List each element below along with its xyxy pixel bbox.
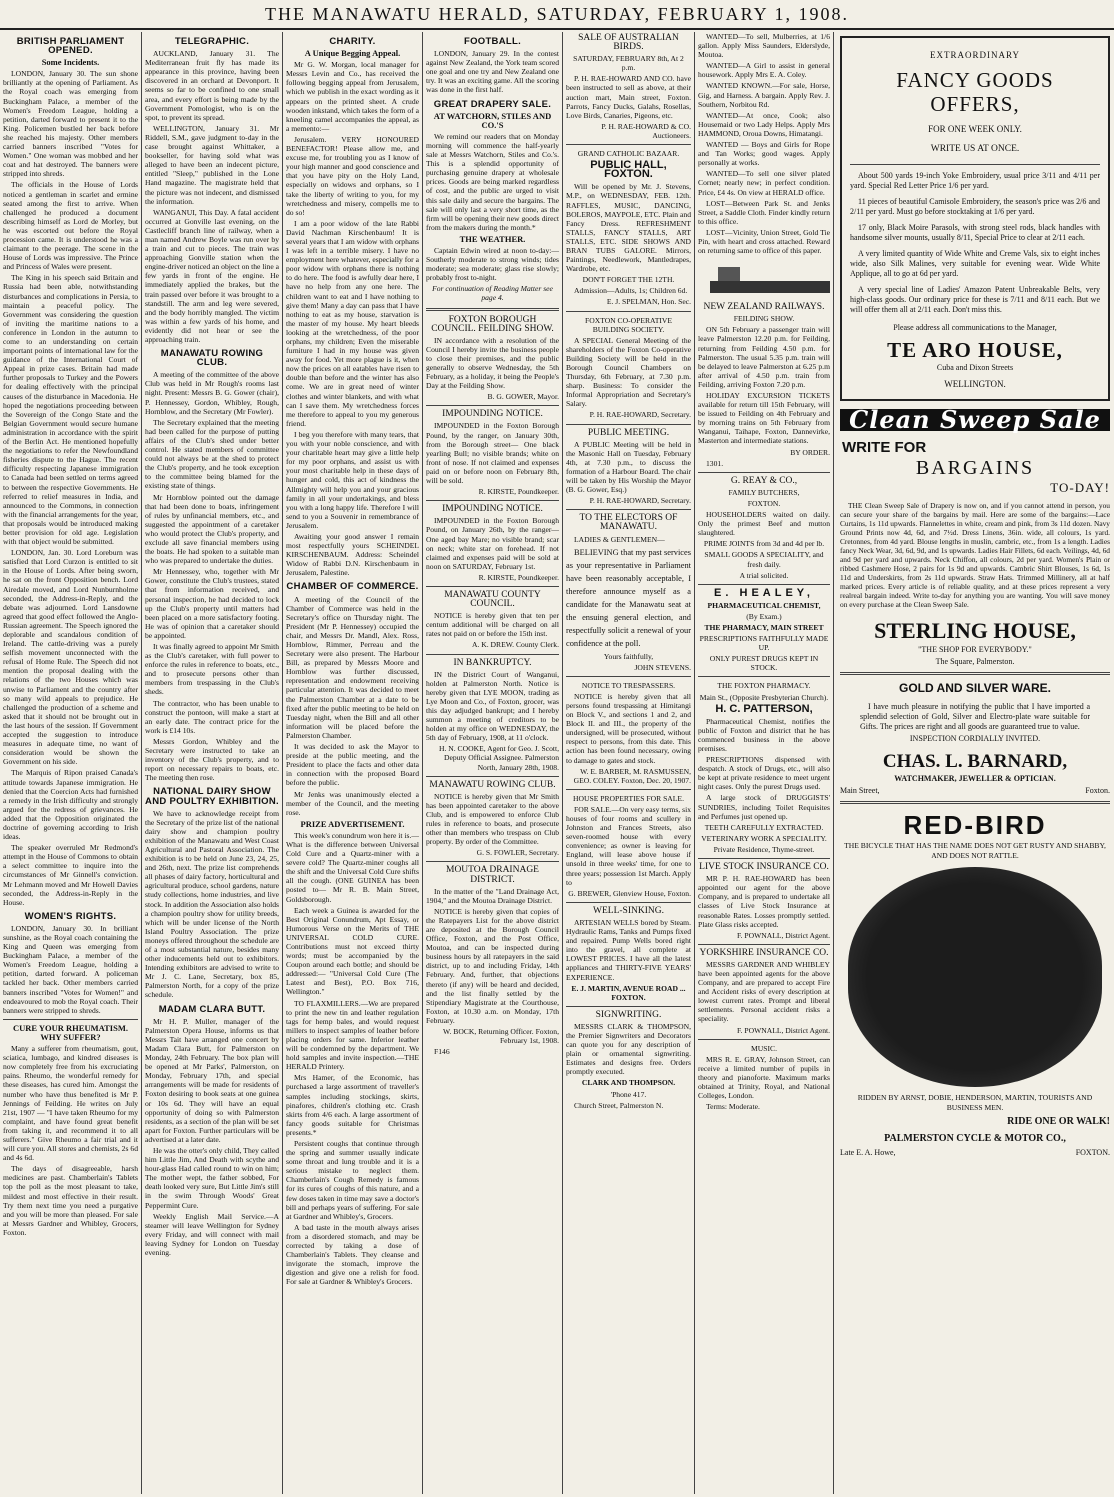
ad-text: I have much pleasure in notifying the public that I have imported a splendid selection of Gold, Silver and Electro-plate ware suitable for Gifts. The prices are right and all goods are guaranteed true to value.	[860, 702, 1090, 731]
article-subheadline: AT WATCHORN, STILES AND CO.'S	[433, 110, 552, 130]
article-paragraph: Mr Hennessey, who, together with Mr Gower, constitute the Club's trustees, stated that from information received, and personal inspection, he had decided to lock up the Club's property until matters had been placed on a more satisfactory footing. He was of opinion that a caretaker should be appointed.	[145, 567, 279, 640]
ad-text: P. H. RAE-HOWARD AND CO. have been instructed to sell as above, at their auction mart, Main street, Foxton. Parrots, Fancy Ducks, Galahs, Rosellas, Love Birds, Canaries, Pigeons, etc.	[566, 74, 691, 120]
ad-text: ARTESIAN WELLS bored by Steam. Hydraulic Rams, Tanks and Pumps fixed and repaired. Pump Wells bored right into the gravel, all complete at LOWEST PRICES. I have all the latest appliances and THIRTY-FIVE YEARS' EXPERIENCE.	[566, 917, 691, 982]
ad-store-name: PALMERSTON CYCLE & MOTOR CO.,	[884, 1133, 1066, 1144]
ad-subheadline: FAMILY BUTCHERS,	[728, 487, 800, 497]
ad-text: PRIME JOINTS from 3d and 4d per lb.	[703, 539, 825, 549]
classified-ad: WANTED—At once, Cook; also Housemaid or two Lady Helps. Apply Mrs HAMMOND, Oroua Downs, Himatangi.	[698, 110, 830, 138]
verse: He was the otter's only child, They called him Little Jim, And Death with scythe and hour-glass Had called round to win on him; The mother wept, the father sobbed, For death looked very sure, But Little Jim's still in the swim Through Woods' Great Peppermint Cure.	[145, 1145, 279, 1210]
notice-headline: MANAWATU ROWING CLUB.	[429, 779, 556, 790]
ad-text: TEETH CAREFULLY EXTRACTED.	[704, 822, 824, 832]
article-headline: NATIONAL DAIRY SHOW AND POULTRY EXHIBITION.	[145, 786, 279, 807]
article-paragraph: LONDON, Jan. 30. Lord Loreburn was satisfied that Lord Curzon is entitled to sit in the House of Lords. After being sworn, he sat on the front Opposition bench. Lord Airedale moved, and Lord Nunburnholme seconded, the Address-in-Reply, and the debate was adjourned. Lord Lansdowne agreed that good effect followed the Anglo-Russian agreement. The Speech ignored the deplorable and scandalous condition of Ireland. The cattle-driving was a purely selfish movement unconnected with the refusal of Home Rule. The Speech did not mention the proposal dealing with the relations of the two Houses which was unwise to Parliament and the country after so many wild appeals to prejudice. He challenged the production of a scheme and asked that it should not be brought out in the last hours of the session. If Government accepted the suggestion to introduce measures in adequate time, no want of consideration would be shown the Government on his side.	[3, 548, 138, 767]
ad-headline: LIVE STOCK INSURANCE CO.	[699, 862, 829, 873]
divider	[698, 584, 830, 585]
divider	[698, 472, 830, 473]
column-2	[142, 32, 282, 1492]
article-paragraph: Captain Edwin wired at noon to-day:—Southerly moderate to strong winds; tides moderate; sea moderate; glass rise slowly; probably frost to-night.	[426, 245, 559, 283]
ad-headline: FOXTON CO-OPERATIVE BUILDING SOCIETY.	[585, 315, 672, 334]
ad-city: Foxton.	[1085, 786, 1110, 795]
ad-subheadline: FOR ONE WEEK ONLY.	[928, 124, 1022, 134]
article-headline: FOOTBALL.	[463, 36, 522, 47]
ad-text: A PUBLIC Meeting will be held in the Masonic Hall on Tuesday, February 4th, at 7.30 p.m., to discuss the formation of a Harbour Board. The chair will be taken by His Worship the Mayor (B. G. Gower, Esq.)	[566, 439, 691, 495]
article-paragraph: AUCKLAND, January 31. The Mediterranean fruit fly has made its appearance in this province, having been discovered in an orchard at Devonport. It seems so far to be confined to one small area, and every effort is being made by the Government Pomologist, who is on the spot, to prevent its spread.	[145, 49, 279, 122]
article-headline: MADAM CLARA BUTT.	[158, 1003, 266, 1015]
ad-text: SMALL GOODS A SPECIALITY, and fresh daily.	[704, 550, 824, 569]
ad-text: A SPECIAL General Meeting of the shareholders of the Foxton Co-operative Building Society will be held in the Borough Council Chambers on Thursday, 6th February, at 7.30 p.m. sharp. Business: To consider the Informal Appropriation and Secretary's Salary.	[566, 335, 691, 409]
article-paragraph: A bad taste in the mouth always arises from a disordered stomach, and may be corrected by taking a dose of Chamberlain's Tablets. They cleanse and invigorate the stomach, improve the digestion and give one a relish for food. For sale at Gardner & Whibley's Grocers.	[286, 1222, 419, 1287]
ad-headline: BARGAINS	[915, 457, 1035, 479]
ad-headline: NOTICE TO TRESPASSERS.	[581, 680, 676, 690]
notice-signature: R. KIRSTE, Poundkeeper.	[478, 572, 559, 582]
article-paragraph: We remind our readers that on Monday morning will commence the half-yearly sale at Messrs Watchorn, Stiles and Co.'s. This is a splendid opportunity of purchasing genuine drapery at wholesale prices. Goods are being marked regardless of cost, and the public are urged to visit this sale daily and secure the bargains. The sale will only last a very short time, as the firm will be opening their new goods direct from the makers during the month.*	[426, 131, 559, 232]
divider	[426, 586, 559, 587]
article-subheadline: PRIZE ADVERTISEMENT.	[300, 818, 405, 829]
ad-paragraph: The days of disagreeable, harsh medicines are past. Chamberlain's Tablets top the poll as the most pleasant to take, mildest and most effective in their result. Try them next time you need a purgative and you will be more than pleased. For sale at Messrs Gardner and Whibley, Grocers, Foxton.	[3, 1164, 138, 1237]
notice-signature: B. G. GOWER, Mayor.	[487, 392, 559, 402]
notice-signature: W. BOCK, Returning Officer. Foxton, February 1st, 1908.	[442, 1027, 559, 1046]
column-1	[0, 32, 141, 1492]
article-paragraph: A meeting of the Council of the Chamber of Commerce was held in the Secretary's office on Thursday night. The President (Mr P. Hennessey) occupied the chair, and Messrs Dr. Mandl, Alex. Ross, Hornblow, Rimmer, Perreau and the Secretary were also present. The Harbour Bill, as prepared by Messrs Moore and Hornblow was further discussed, representation and endowment receiving particular attention. It was decided to meet the Palmerston Chamber at a date to be fixed after the public meeting to be held on Tuesday night, when the Bill and all other information will be placed before the Palmerston Chamber.	[286, 594, 419, 740]
article-headline: GREAT DRAPERY SALE.	[433, 98, 552, 110]
ad-headline: THE FOXTON PHARMACY.	[717, 681, 811, 691]
ad-text: LADIES & GENTLEMEN—	[574, 534, 665, 544]
classified-ad: WANTED KNOWN.—For sale, Horse, Gig, and Harness. A bargain. Apply Rev. J. Southern, Norbitou Rd.	[698, 81, 830, 109]
ad-signature: E. J. MARTIN, AVENUE ROAD ... FOXTON.	[571, 983, 686, 1002]
notice-text: NOTICE is hereby given that ten per centum additional will be charged on all rates not paid on or before the 15th inst.	[426, 611, 559, 639]
ad-signature: CLARK AND THOMPSON.	[581, 1078, 676, 1088]
notice-text: IN accordance with a resolution of the Council I hereby invite the business people to close their premises, and the public generally to observe Wednesday, the 5th February, as a holiday, it being the People's Day at the Feilding Show.	[426, 335, 559, 391]
article-headline: MANAWATU ROWING CLUB.	[160, 348, 264, 369]
ad-text: Private Residence, Thyme-street.	[713, 844, 815, 854]
ad-signature: W. E. BARBER, M. RASMUSSEN, GEO. COLEY. Foxton, Dec. 20, 1907.	[573, 766, 691, 785]
classified-ad: WANTED — Boys and Girls for Rope and Tan Works; good wages. Apply personally at works.	[698, 140, 830, 168]
ad-item: A very special line of Ladies' Amazon Patent Unbreakable Belts, very high-class goods. Our ordinary price for these is 7/11 and 8/11 each. But we will offer them all at 2/11 each. Don't miss this.	[850, 285, 1100, 314]
ad-address-row	[840, 1148, 1110, 1158]
ad-text: ONLY PUREST DRUGS KEPT IN STOCK.	[709, 654, 819, 673]
notice-text: IMPOUNDED in the Foxton Borough Pound, by the ranger, on January 30th, from the Borough street— One black yearling Bull; no visible brands; white on front of nose. If not claimed and expenses paid on or before noon on February 8th, will be sold.	[426, 421, 559, 486]
article-paragraph: Jerusalem. VERY HONOURED BENEFACTOR! Please allow me, and excuse me, for troubling you as I know of your high manner and good conscience and that you have pity on the Holy Land, especially on widows and orphans, so I take the liberty of writing to you, for my wretchedness and misery, compells me to do so!	[286, 134, 419, 217]
article-paragraph: This week's conundrum won here it is.— What is the difference between Universal Cold Cure and a Quartz-miner with a severe cold? The Quartz-miner coughs all the shift and the Universal Cold Cure shifts all the cough. (ONE GUINEA has been posted to— Mr R. B. Main Street, Goldsborough.	[286, 830, 419, 904]
ad-subheadline: WATCHMAKER, JEWELLER & OPTICIAN.	[894, 774, 1056, 783]
ad-text: Pharmaceutical Chemist, notifies the public of Foxton and district that he has commenced business in the above premises.	[698, 716, 830, 753]
ad-address-row	[840, 786, 1110, 796]
divider	[840, 672, 1110, 675]
ad-text: Yours faithfully,	[603, 651, 654, 661]
ad-address: Cuba and Dixon Streets	[936, 363, 1014, 372]
locomotive-illustration	[698, 259, 830, 299]
ad-store-name: CHAS. L. BARNARD,	[882, 751, 1068, 772]
ad-text: Late E. A. Howe,	[840, 1148, 896, 1157]
ad-signature: BY ORDER.	[790, 447, 830, 457]
article-paragraph: WANGANUI, This Day. A fatal accident occurred at Gonville last evening, on the Castlecliff branch line of railway, when a man named Andrew Boyle was run over by a train and cut to pieces. The train was approaching Gonville station when the engine-driver noticed an object on the line a few yards in front of the engine. He immediately applied the brakes, but the train passed over before it was brought to a standstill. The arm and leg were severed, and the body horribly mangled. The victim was within a few yards of his home, and evidently did not hear or see the approaching train.	[145, 207, 279, 344]
article-paragraph: We have to acknowledge receipt from the Secretary of the prize list of the national dairy show and champion poultry exhibition of the Manawatu and West Coast Agricultural and Pastoral Association. The exhibition is to be held on June 23, 24, 25, and 26th, next. The prize list comprehends all phases of dairy factory, horticultural and agricultural produce, school gardens, nature study collections, home industries, and live stock. In addition the Association also holds a champion poultry show for utility breeds, which will be under license of the North Island Poultry Association. The prize moneys offered throughout the schedule are of a most substantial nature, besides many other inducements held out to exhibitors. Intending exhibitors are advised to write to Mr J. C. Lane, Secretary, box 85, Palmerston North, for a copy of the prize schedule.	[145, 808, 279, 1000]
ad-text: THE Clean Sweep Sale of Drapery is now on, and if you cannot attend in person, you can secure your share of the bargains by mail. Here are some of the bargains:—Lace Curtains, 1s 11d upwards. Flannelettes in white, cream and pink, from 3s 11d dozen. Navy Ground Prints now 4d, 6d, and 7½d. Dress Linens, 36in. wide, all colours, 1s yard. Cretonnes, from 4d yard. Blouse lengths in muslin, cambric, etc., from 1s a length. Ladies fancy Neck Wear, 3d, 6d, 9d, and 1s upwards. Ladies Hair Fillets, 6d each. Veilings, 4d, 6d and 9d per yard and upwards. Neck Chiffon, all colours, 2d per yard. Women's Plain or ribbed Cashmere Hose, 2 pairs for 1s 9d and upwards. Cambric Shirt Blouses, 1s 6d, 1s 11d and Underskirts, from 2s 11d upwards. Straw Hats. Trimmed Millinery, all at half marked prices. Every article is of reliable quality, and at these prices represent a very realreal bargain indeed. Write to-day for anything you are wanting. You will save money on every purchase at the Clean Sweep Sale.	[840, 501, 1110, 609]
ad-city: FOXTON.	[1075, 1148, 1110, 1157]
classified-ad: LOST—Vicinity, Union Street, Gold Tie Pin, with heart and cross attached. Reward on returning same to office of this paper.	[698, 227, 830, 256]
ad-callout: DON'T FORGET THE 12TH.	[582, 275, 675, 285]
ad-headline: SIGNWRITING.	[595, 1009, 662, 1020]
divider	[698, 858, 830, 859]
ad-headline: YORKSHIRE INSURANCE CO.	[699, 947, 829, 958]
divider	[698, 944, 830, 945]
article-paragraph: Weekly English Mail Service.—A steamer will leave Wellington for Sydney every Friday, and will connect with mail leaving Sydney for London on Tuesday evening.	[145, 1211, 279, 1257]
article-paragraph: Messrs Gordon, Whibley and the Secretary were instructed to take an inventory of the Club's property, and to report on necessary repairs to boats, etc. The meeting then rose.	[145, 736, 279, 783]
notice-signature: G. S. FOWLER, Secretary.	[476, 848, 559, 858]
article-paragraph: Awaiting your good answer I remain most respectfully yours SCHEINDEL KIRSCHENBAUM. Address: Scheindel Widow of Rabbi D.N. Kirschenbaum in Jerusalem, Palestine.	[286, 531, 419, 578]
article-paragraph: A meeting of the committee of the above Club was held in Mr Rough's rooms last night. Present: Messrs B. G. Gower (chair), P. Hennessey, Gordon, Whibley, Rough, Hornblow, and the Secretary (Mr Fowler).	[145, 370, 279, 416]
article-paragraph: Persistent coughs that continue through the spring and summer usually indicate some throat and lung trouble and it is a serious mistake to neglect them. Chamberlain's Cough Remedy is famous for its cures of coughs of this nature, and a few doses taken in time may save a doctor's bill and perhaps years of suffering. For sale at Gardner and Whibley's, Grocers.	[286, 1138, 419, 1221]
classified-ad: WANTED—A Girl to assist in general housework. Apply Mrs E. A. Coley.	[698, 61, 830, 80]
ad-text: MESSRS CLARK & THOMPSON, the Premier Signwriters and Decorators can quote you for any description of plain or ornamental signwriting. Estimates and designs free. Orders promptly executed.	[566, 1021, 691, 1077]
ad-headline: NEW ZEALAND RAILWAYS.	[703, 302, 825, 313]
ad-signature: P. H. RAE-HOWARD, Secretary.	[589, 496, 691, 506]
ad-text: Main St., (Opposite Presbyterian Church).	[699, 692, 829, 702]
classified-ad: WANTED—To sell one silver plated Cornet; nearly new; in perfect condition. Price, £4 4s. On view at HERALD office.	[698, 169, 830, 197]
ad-text: PRESCRIPTIONS dispensed with despatch. A stock of Drugs, etc., will also be kept at private residence to meet urgent night cases. Only the purest Drugs used.	[698, 755, 830, 792]
ad-text: MRS R. E. GRAY, Johnson Street, can receive a limited number of pupils in theory and pianoforte. Maximum marks obtained at Trinity, Royal, and National Colleges, London.	[698, 1054, 830, 1101]
notice-signature: A. K. DREW. County Clerk.	[471, 640, 559, 650]
article-headline: BRITISH PARLIAMENT OPENED.	[16, 36, 125, 57]
notice-text: In the matter of the "Land Drainage Act, 1904," and the Moutoa Drainage District.	[426, 886, 559, 905]
classified-ad: WANTED—To sell, Mulberries, at 1/6 gallon. Apply Miss Saunders, Elderslyde, Moutoa.	[698, 32, 830, 60]
ad-headline: HOUSE PROPERTIES FOR SALE.	[573, 793, 684, 803]
ad-headline: WELL-SINKING.	[593, 905, 664, 916]
ad-store-name: TE ARO HOUSE,	[887, 338, 1063, 362]
bicycle-illustration	[848, 867, 1102, 1087]
divider	[566, 902, 691, 903]
article-paragraph: It was decided to ask the Mayor to preside at the public meeting, and the President to place the facts and other data in connection with the proposed Board before the public.	[286, 742, 419, 788]
notice-headline: MOUTOA DRAINAGE DISTRICT.	[446, 865, 539, 885]
notice-headline: IN BANKRUPTCY.	[453, 657, 532, 668]
article-paragraph: Mr Jenks was unanimously elected a member of the Council, and the meeting rose.	[286, 789, 419, 817]
masthead	[0, 0, 1114, 30]
ad-headline: GRAND CATHOLIC BAZAAR.	[577, 149, 680, 159]
ad-item: A very limited quantity of Wide White and Creme Vals, six to eight inches wide, also Silk Malines, very suitable for evening wear. Wide White Applique, all to go at 6d per yard.	[850, 249, 1100, 278]
ad-text: MR P. H. RAE-HOWARD has been appointed our agent for the above Company, and is prepared to undertake all classes of Live Stock Insurance at reasonable Rates. Losses promptly settled. Plate Glass risks accepted.	[698, 874, 830, 929]
ad-headline: TO THE ELECTORS OF MANAWATU.	[579, 513, 678, 533]
divider	[566, 311, 691, 312]
notice-text: IMPOUNDED in the Foxton Borough Pound, on January 26th, by the ranger— One aged bay Mare; no visible brand; scar on neck; white star on forehead. If not claimed and expenses paid will be sold at noon on SATURDAY, February 1st.	[426, 516, 559, 571]
ad-text: VETERINARY WORK A SPECIALITY.	[701, 833, 827, 843]
divider	[426, 308, 559, 311]
ad-headline: G. REAY & CO.,	[730, 475, 798, 486]
ad-signature: JOHN STEVENS.	[634, 662, 691, 672]
ad-text: FOR SALE.—On very easy terms, six houses of four rooms and scullery in Johnston and Frances Streets, also seven-roomed house with every convenience; as owner is leaving for England, will lease above house if unsold in three weeks' time, for one to three years; possession 1st March. Apply to	[566, 804, 691, 887]
ad-callout: WRITE US AT ONCE.	[930, 144, 1020, 154]
notice-signature: R. KIRSTE, Poundkeeper.	[478, 487, 559, 497]
ad-headline: E. HEALEY,	[714, 586, 814, 599]
divider	[566, 144, 691, 145]
column-6	[695, 32, 833, 1492]
ad-item: About 500 yards 19-inch Yoke Embroidery, usual price 3/11 and 4/11 per yard. Special Red Letter Price 1/6 per yard.	[850, 171, 1100, 190]
column-rule	[833, 32, 834, 1494]
article-paragraph: Mr G. W. Morgan, local manager for Messrs Levin and Co., has received the following begging appeal from Jerusalem, which we publish in the exact wording as it appears on the printed sheet. A crude wooden inkstand, which takes the form of a kneeling camel accompanies the appeal, as a memento:—	[286, 60, 419, 133]
article-paragraph: I am a poor widow of the late Rabbi David Nachman Kirschenbaum! It is several years that I am widow with orphans I was left in a terrible misery. I have no employment here whatever, especially for a poor widow with orphans there is nothing to do here. The food is awfully dear here, I have no help from any one here. The children want to eat and I have nothing to give them! Many a day can pass that I have nothing to eat as my house, starvation is the master of my house. My heart bleeds looking at the wretchedness, of the poor orphans, my children; Even the miserable furniture I had in my house was given away for food. Yet more plague is it, when now the prices on all eatables have risen to double than before and the winter has also come. We are in great need of winter clothes and winter blankets, and with what can I save them. My wretchedness forces me therefore to appeal to you my generous friend.	[286, 218, 419, 428]
newspaper-title: THE MANAWATU HERALD, SATURDAY, FEBRUARY 1, 1908.	[265, 4, 849, 24]
article-paragraph: Mr Hornblow pointed out the damage that had been done to boats, infringement of rules by unfinancial members, etc., and suggested the appointment of a caretaker who would protect the Club's property, and exclude all save financial members using the boats. He had spoken to a suitable man who was prepared to undertake the duties.	[145, 492, 279, 566]
divider	[566, 676, 691, 677]
divider	[3, 1019, 138, 1020]
notice-text: IN the District Court of Wanganui, holden at Palmerston North. Notice is hereby given that LYE MOON, trading as Lye Moon and Co., of Foxton, grocer, was this day adjudged bankrupt; and I hereby summon a meeting of creditors to be holden at my office on WEDNESDAY, the 5th day of February, 1908, at 11 o'clock.	[426, 669, 559, 743]
article-headline: CHAMBER OF COMMERCE.	[286, 581, 419, 593]
ad-headline: FANCY GOODS OFFERS,	[896, 68, 1054, 116]
ad-headline: TO-DAY!	[1050, 480, 1110, 495]
ad-headline: SALE OF AUSTRALIAN BIRDS.	[578, 33, 679, 53]
article-paragraph: Each week a Guinea is awarded for the Best Original Conundrum, Apt Essay, or Humorous Verse on the Merits of THE UNIVERSAL COLD CURE. Contributions must not exceed thirty words; must be accompanied by the Coupon around each bottle; and should be addressed:— "Universal Cold Cure (The Latest and Best), P.O. Box 716, Wellington."	[286, 905, 419, 997]
ad-signature: E. J. SPELMAN, Hon. Sec.	[606, 297, 691, 307]
ad-text: RIDDEN BY ARNST, DOBIE, HENDERSON, MARTIN, TOURISTS AND BUSINESS MEN.	[857, 1093, 1093, 1112]
ad-text: Will be opened by Mr. J. Stevens, M.P., on WEDNESDAY, FEB. 12th. RAFFLES, MUSIC, DANCING, BOLEROS, MAYPOLE, ETC. Plain and Fancy Dress. REFRESHMENT STALLS, FANCY STALLS, ART STALLS, ETC. SIDE SHOWS AND BRAN TUBS GALORE. Mirrors, Paintings, Needlework, Mantledrapes, Wardrobe, etc.	[566, 182, 691, 274]
ad-text: HOLIDAY EXCURSION TICKETS available for return till 15th February, will be issued to Feilding on 4th February and by morning trains on 5th February from Wanganui, Taihape, Foxton, Dannevirke, Masterton and intermediate stations.	[698, 391, 830, 446]
notice-headline: IMPOUNDING NOTICE.	[442, 409, 543, 420]
column-7	[836, 32, 1114, 1492]
ad-kicker: EXTRAORDINARY	[929, 50, 1020, 60]
article-paragraph: TO FLAXMILLERS.—We are prepared to print the new tin and leather regulation tags for hemp bales, and would request millers to inspect samples of leather before placing orders for same. Inferior leather will be condemned by the department. We hold samples and invite inspection.—THE HERALD Printery.	[286, 998, 419, 1072]
ad-subheadline: THE BICYCLE THAT HAS THE NAME DOES NOT GET RUSTY AND SHABBY, AND DOES NOT RATTLE.	[844, 841, 1106, 860]
notice-headline: IMPOUNDING NOTICE.	[442, 504, 543, 515]
classified-ad: LOST—Between Park St. and Jenks Street, a Saddle Cloth. Finder kindly return to this office.	[698, 198, 830, 226]
ad-subheadline: FEILDING SHOW.	[733, 314, 795, 324]
ad-tagline: "THE SHOP FOR EVERYBODY."	[918, 645, 1032, 654]
divider	[426, 776, 559, 777]
ad-subheadline: PHARMACEUTICAL CHEMIST,	[707, 600, 821, 610]
ad-text: THE PHARMACY, MAIN STREET	[704, 622, 824, 632]
divider	[426, 405, 559, 406]
ad-text: Admission—Adults, 1s; Children 6d.	[574, 286, 688, 296]
divider	[566, 509, 691, 510]
column-5	[563, 32, 694, 1492]
article-subheadline: THE WEATHER.	[459, 233, 526, 244]
notice-headline: MANAWATU COUNTY COUNCIL.	[444, 589, 541, 610]
divider	[426, 654, 559, 655]
ad-address: The Square, Palmerston.	[935, 657, 1015, 666]
divider	[566, 424, 691, 425]
ad-title: PUBLIC HALL, FOXTON.	[590, 159, 667, 181]
article-paragraph: It was finally agreed to appoint Mr Smith as the Club's caretaker, with full power to enforce the rules in reference to boats, etc., and to prosecute persons other than members from trespassing in the Club's sheds.	[145, 642, 279, 697]
ad-text: HOUSEHOLDERS waited on daily. Only the primest Beef and mutton slaughtered.	[698, 510, 830, 538]
ad-text: ON 5th February a passenger train will leave Palmerston 12.20 p.m. for Feilding, returning from Feilding 4.50 p.m. for Palmerston. The usual 5.35 p.m. train will be delayed to leave Palmerston at 6.25 p.m after arrival of 4.50 p.m. train from Feilding, arriving Foxton 7.20 p.m.	[698, 325, 830, 389]
divider	[850, 164, 1100, 165]
column-3	[283, 32, 422, 1492]
ad-text: A large stock of DRUGGISTS' SUNDRIES, including Toilet Requisites and Perfumes just opened up.	[698, 793, 830, 821]
divider	[698, 1039, 830, 1040]
divider	[426, 500, 559, 501]
ad-signature: F. POWNALL, District Agent.	[736, 1025, 830, 1035]
ad-city: WELLINGTON.	[944, 379, 1006, 389]
article-paragraph: The officials in the House of Lords noticed a gentleman in scarlet and ermine seated among the first to arrive. When challenged he produced a document describing himself as Lord de Morley, but he was escorted out before the Royal procession came. It is understood he was a claimant to the peerage. The scene in the House of Lords was impressive. The Prince and Princess of Wales were present.	[3, 180, 138, 272]
clean-sweep-sale-banner: Clean Sweep Sale	[840, 409, 1110, 431]
divider	[566, 789, 691, 790]
ad-text: A trial solicited.	[739, 570, 789, 580]
ad-paragraph: Many a sufferer from rheumatism, gout, sciatica, lumbago, and kindred diseases is now completely free from his excruciating pains. Rheumo, the wonderful remedy for these diseases, has cured him. Amongst the number who have thus benefited is Mr P. Jennings of Feilding. He writes on July 21st, 1907 — "I have taken Rheumo for my complaint, and have found great benefit from taking it, and recommend it to all sufferers." Give Rheumo a fair trial and it will cure you. All stores and chemists, 2s 6d and 4s 6d.	[3, 1044, 138, 1163]
ad-text: (By Exam.)	[746, 611, 782, 621]
ad-item: 17 only, Black Moire Parasols, with strong steel rods, black handles with handsome silver mounts, usually 8/11, Special Price to clear at 2/11 each.	[850, 223, 1100, 242]
ad-text: NOTICE is hereby given that all persons found trespassing at Himitangi on Block V., and sections 1 and 2, and Block II. and III., the property of the undersigned, will be prosecuted, without respect to persons, from this date. This action has been found necessary, owing to damage to gates and stock.	[566, 691, 691, 765]
article-paragraph: The contractor, who has been unable to construct the pontoon, will make a start at an early date. The contract price for the work is £14 10s.	[145, 698, 279, 735]
ad-callout: RIDE ONE OR WALK!	[1007, 1116, 1110, 1127]
ad-item: 11 pieces of beautiful Camisole Embroidery, the season's price was 2/6 and 2/11 per yard. Must go before stocktaking at 1/6 per yard.	[850, 197, 1100, 216]
article-headline: CHARITY.	[329, 36, 376, 47]
notice-code: F146	[434, 1047, 450, 1057]
fancy-goods-ad	[840, 36, 1110, 401]
ad-signature: P. H. RAE-HOWARD & CO. Auctioneers.	[601, 121, 691, 140]
ad-headline: GOLD AND SILVER WARE.	[898, 681, 1051, 695]
notice-headline: FOXTON BOROUGH COUNCIL. FEILDING SHOW.	[431, 314, 554, 334]
article-subheadline: Some Incidents.	[41, 57, 100, 68]
ad-code: 1301.	[706, 458, 724, 468]
article-paragraph: The King in his speech said Britain and Russia had been able, notwithstanding disturbances and complications in Persia, to maintain a peaceful policy. The Government was considering the question of inviting the maritime nations to a conference in London in the autumn to come to an understanding on certain important points of international law for the guidance of the International Court of Appeal in prize cases. Britain had made further proposals to Turkey and the Powers for dealing effectively with the principal causes of the disturbance in Macedonia. He hoped the negotiations proceeding between the Sovereign of the Congo State and the Belgian Government would secure humane administration in accordance with the spirit of the Berlin Act. He mentioned hopefully the negotiations to refer the Newfoundland fisheries dispute to the Hague. The recent difficulty respecting Japanese immigration to Canada had been settled on terms agreed to between the respective Governments. He referred to relief measures in India, and announced to the Commons, in connection with the financial arrangements for the year, that proposals would be introduced making better provision for old age. Legislation with that object would be submitted.	[3, 273, 138, 547]
article-paragraph: LONDON, January 29. In the contest against New Zealand, the York team scored one goal and one try and New Zealand one try. It was an exciting game. All the scoring was done in the first half.	[426, 49, 559, 95]
ad-text: MESSRS GARDNER AND WHIBLEY have been appointed agents for the above Company, and are prepared to accept Fire and Accident risks of every description at lowest current rates. Prompt and liberal settlements. Personal accident risks a speciality.	[698, 959, 830, 1024]
notice-text: NOTICE is hereby given that copies of the Ratepayers List for the above district are deposited at the Borough Council Office, Foxton, and the Post Office, Moutoa, and can be inspected during business hours by all ratepayers in the said district, up to and including Friday, 14th February. And, further, that objections thereto (if any) will be heard and decided, and the list finally settled by the Stipendiary Magistrate at the Courthouse, Foxton, at 10.30 a.m. on Monday, 17th February.	[426, 906, 559, 1025]
ad-text: BELIEVING that my past services as your representative in Parliament have been reasonably acceptable, I therefore announce myself as a candidate for the Manawatu seat at the ensuing general election, and respectfully solicit a renewal of your confidence at the poll.	[566, 547, 691, 648]
divider	[566, 1006, 691, 1007]
article-paragraph: LONDON, January 30. In brilliant sunshine, as the Royal coach containing the King and Queen was emerging from Buckingham Palace, a member of the Women's Freedom League, holding a petition, darted forward. A policeman tackled her back. Other members carried banners inscribed "Votes for Women!" and endeavoured to mob the Royal coach. Their banners were stripped to shreds.	[3, 923, 138, 1015]
continuation-note: For continuation of Reading Matter see page 4.	[432, 284, 553, 303]
ad-text: INSPECTION CORDIALLY INVITED.	[909, 734, 1041, 743]
ad-headline: PUBLIC MEETING.	[587, 427, 670, 438]
article-paragraph: LONDON, January 30. The sun shone brilliantly at the opening of Parliament. As the Royal coach was emerging from Buckingham Palace, a member of the Women's Freedom League, holding a petition, darted forward to present it to the King. Policemen bustled her back before she reached his majesty. Other members carried banners inscribed "Votes for Women." One woman was mobbed and her coat and hat destroyed. The banners were stripped into shreds.	[3, 69, 138, 179]
divider	[840, 801, 1110, 804]
ad-signature: P. H. RAE-HOWARD, Secretary.	[589, 410, 691, 420]
ad-headline: MUSIC.	[751, 1043, 777, 1053]
article-paragraph: The Marquis of Ripon praised Canada's attitude towards Japanese immigration. He denied that the Coercion Acts had furnished a remedy in the Irish difficulty and strongly argued for the redress of grievances. He added that the Opposition originated the doctrine of governing according to Irish ideas.	[3, 768, 138, 842]
article-paragraph: Mrs Hamer, of the Economic, has purchased a large assortment of traveller's samples including stockings, skirts, pinafores, children's clothing etc. Crash skirts from 4/6 each. A large assortment of fancy goods suitable for Christmas presents.*	[286, 1073, 419, 1137]
article-headline: TELEGRAPHIC.	[174, 36, 250, 47]
ad-text: Please address all communications to the Manager,	[893, 323, 1057, 332]
ad-headline: RED-BIRD	[903, 810, 1047, 840]
article-paragraph: I beg you therefore with many tears, that you with your noble conscience, and with your charitable heart may give a little help for my poor orphans, and assist us with your most charitable help in these days of hunger and cold, this act of kindness the Allmighty will help you and your gracious family in all your undertakings, and bless you with a long happy life. Therefore I will send to you a Souvenir in remembrance of Jerusalem.	[286, 429, 419, 530]
article-paragraph: WELLINGTON, January 31. Mr Riddell, S.M., gave judgment to-day in the case brought against Whittaker, a bookseller, for having sold what was alleged to have been an indecent picture, entitled "Sleep," published in the Lone Hand magazine. The magistrate held that the picture was not indecent, and dismissed the information.	[145, 123, 279, 206]
ad-signature: G. BREWER, Glenview House, Foxton.	[568, 888, 691, 898]
ad-text: Terms: Moderate.	[706, 1102, 760, 1112]
divider	[698, 676, 830, 677]
ad-store-name: STERLING HOUSE,	[874, 618, 1076, 643]
ad-headline: CURE YOUR RHEUMATISM. WHY SUFFER?	[13, 1022, 128, 1042]
article-paragraph: Mr H. P. Muller, manager of the Palmerston Opera House, informs us that Messrs Tait have arranged one concert by Madam Clara Butt, for Palmerston on Monday, 24th February. The box plan will be opened at Mr Parks', Palmerston, on Monday, February 17th, and special arrangements will be made for residents of Foxton desiring to book seats at one guinea or 10s 6d. They will have an equal opportunity of doing so with Palmerston residents, as a section of the plan will be set apart for Foxton. Further particulars will be advertised at a later date.	[145, 1016, 279, 1144]
column-4	[423, 32, 562, 1492]
article-paragraph: The Secretary explained that the meeting had been called for the purpose of putting affairs of the Club's shed under better control. He stated members of committee could not always be at the shed to protect the Club's property, and he took exception to the committee being blamed for the existing state of things.	[145, 417, 279, 491]
article-subheadline: A Unique Begging Appeal.	[304, 48, 401, 59]
ad-text: FOXTON.	[747, 498, 781, 508]
ad-headline: WRITE FOR	[842, 439, 927, 456]
ad-signature: F. POWNALL, District Agent.	[736, 930, 830, 940]
article-headline: WOMEN'S RIGHTS.	[24, 910, 117, 922]
ad-date: SATURDAY, FEBRUARY 8th, At 2 p.m.	[573, 54, 684, 73]
notice-signature: H. N. COOKE, Agent for Geo. J. Scott, Deputy Official Assignee. Palmerston North, January 28th, 1908.	[438, 744, 559, 772]
ad-address: Main Street,	[840, 786, 880, 795]
ad-address: Church Street, Palmerston N.	[574, 1100, 664, 1110]
article-paragraph: The speaker overruled Mr Redmond's attempt in the House of Commons to obtain a select committee to inquire into the circumstances of Mr Ginnell's conviction. Mr Lehmann moved and Mr Howell Davies seconded, the Address-in-Reply in the House.	[3, 843, 138, 907]
divider	[426, 861, 559, 862]
ad-text: PRESCRIPTIONS FAITHFULLY MADE UP.	[699, 634, 829, 653]
ad-phone: 'Phone 417.	[610, 1089, 647, 1099]
ad-title: H. C. PATTERSON,	[715, 702, 813, 715]
notice-text: NOTICE is hereby given that Mr Smith has been appointed caretaker to the above Club, and is empowered to enforce Club rules in reference to boats, and prosecute other than members who trespass on Club property. By order of the Committee.	[426, 791, 559, 847]
